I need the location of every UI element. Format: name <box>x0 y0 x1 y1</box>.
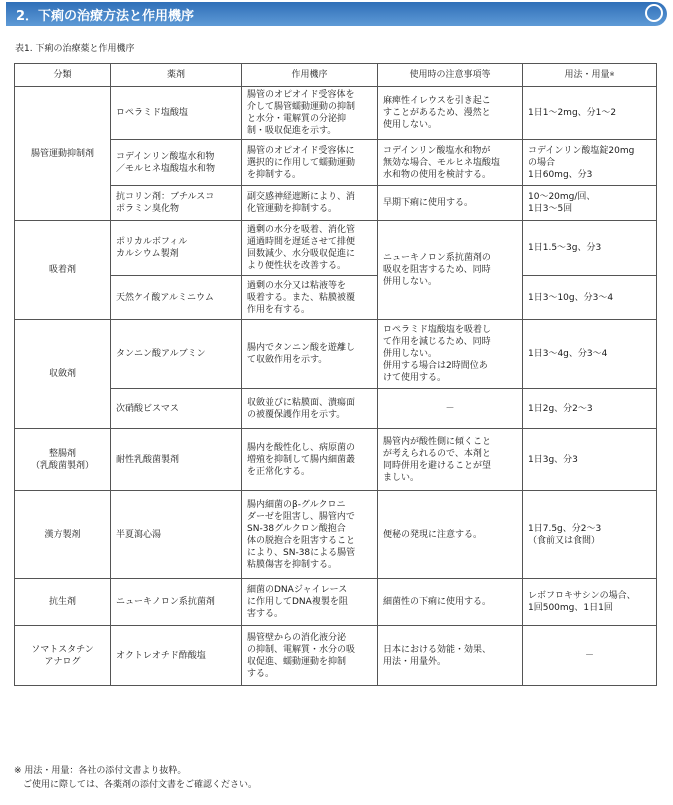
drug-cell-line: ／モルヒネ塩酸塩水和物 <box>116 163 216 174</box>
mechanism-cell <box>242 140 378 186</box>
precaution-cell <box>378 186 523 221</box>
precaution-cell-line: 用法・用量外。 <box>383 656 447 667</box>
dosage-cell-line: レボフロキサシンの場合、 <box>528 591 636 601</box>
table-row <box>15 140 657 186</box>
drug-cell-line: コデインリン酸塩水和物 <box>116 151 215 162</box>
dosage-cell <box>523 579 657 626</box>
dosage-cell <box>523 320 657 389</box>
drug-cell <box>111 579 242 626</box>
mechanism-cell-line: と水分・電解質の分泌抑 <box>247 114 347 124</box>
dosage-cell-line: （食前又は食間） <box>528 535 601 546</box>
precaution-cell-line: ましい。 <box>383 472 420 483</box>
drug-cell-line: 半夏瀉心湯 <box>116 529 162 540</box>
drug-cell <box>111 276 242 320</box>
mechanism-cell-line: 通過時間を遅延させて排便 <box>247 237 356 247</box>
drug-cell-line: オクトレオチド酢酸塩 <box>116 650 206 661</box>
category-cell-line: 吸着剤 <box>48 265 76 275</box>
dosage-cell-line: 1日1～2mg、分1～2 <box>528 108 617 118</box>
footnote <box>14 764 257 792</box>
dosage-cell <box>523 389 657 429</box>
drug-cell-line: 次硝酸ビスマス <box>116 403 179 414</box>
category-cell-line: 収斂剤 <box>48 369 76 379</box>
precaution-cell-line: 便秘の発現に注意する。 <box>383 529 483 540</box>
precaution-cell-line: 麻痺性イレウスを引き起こ <box>383 96 491 106</box>
mechanism-cell-line: 腸管のオピオイド受容体に <box>247 145 355 156</box>
precaution-cell-line: 早期下痢に使用する。 <box>383 198 474 208</box>
drug-cell-line: タンニン酸アルブミン <box>116 349 206 359</box>
drug-cell <box>111 87 242 140</box>
mechanism-cell-line: に作用してDNA複製を阻 <box>247 597 348 607</box>
drug-cell <box>111 389 242 429</box>
precaution-cell-line: が考えられるので、本剤と <box>383 448 491 459</box>
circle-ornament-icon <box>645 4 663 22</box>
drug-cell <box>111 140 242 186</box>
dosage-cell <box>523 186 657 221</box>
column-header-precaution: 使用時の注意事項等 <box>378 64 523 87</box>
mechanism-cell <box>242 221 378 276</box>
dosage-cell-line: の場合 <box>528 157 556 168</box>
drug-cell <box>111 626 242 686</box>
mechanism-cell-line: て収斂作用を示す。 <box>247 355 328 365</box>
footnote-mark: ※ <box>609 71 615 78</box>
column-header-mechanism: 作用機序 <box>242 64 378 87</box>
precaution-cell-line: すことがあるため、漫然と <box>383 108 491 118</box>
table-row <box>15 320 657 389</box>
table-header-row <box>15 64 657 87</box>
drug-cell-line: ニューキノロン系抗菌剤 <box>116 597 215 607</box>
precaution-cell-line: － <box>445 403 455 414</box>
table-row <box>15 276 657 320</box>
dosage-cell-line: 1日60mg、分3 <box>528 169 593 180</box>
precaution-cell-line: けて使用する。 <box>383 373 447 383</box>
mechanism-cell-line: 粘膜傷害を抑制する。 <box>247 559 338 570</box>
mechanism-cell-line: 収促進、蠕動運動を抑制 <box>247 656 347 667</box>
dosage-cell-line: 1日7.5g、分2～3 <box>528 523 602 534</box>
dosage-cell-line: 1日3g、分3 <box>528 454 578 465</box>
drug-cell <box>111 320 242 389</box>
table-row <box>15 87 657 140</box>
mechanism-cell-line: 過剰の水分を吸着、消化管 <box>247 225 356 235</box>
mechanism-cell <box>242 389 378 429</box>
precaution-cell-line: 吸収を阻害するため、同時 <box>383 265 491 275</box>
precaution-cell <box>378 221 523 320</box>
category-cell <box>15 221 111 320</box>
table-row <box>15 221 657 276</box>
precaution-cell-line: て作用を減じるため、同時 <box>383 337 491 347</box>
drug-cell <box>111 491 242 579</box>
mechanism-cell-line: 腸内でタンニン酸を遊離し <box>247 343 356 353</box>
mechanism-cell-line: 収斂並びに粘膜面、潰瘍面 <box>247 397 356 408</box>
dosage-cell <box>523 491 657 579</box>
drug-cell-line: カルシウム製剤 <box>116 249 179 259</box>
precaution-cell-line: 併用しない。 <box>383 277 438 287</box>
mechanism-cell-line: により、SN-38による腸管 <box>247 547 356 558</box>
mechanism-cell-line: の被覆保護作用を示す。 <box>247 409 346 420</box>
treatment-table <box>14 63 657 686</box>
footnote-line: ※ 用法・用量：各社の添付文書より抜粋。 <box>14 766 187 776</box>
drug-cell <box>111 186 242 221</box>
category-cell <box>15 320 111 429</box>
precaution-cell-line: ロペラミド塩酸塩を吸着し <box>383 325 492 335</box>
precaution-cell <box>378 320 523 389</box>
category-cell <box>15 491 111 579</box>
dosage-cell-line: 1日3～10g、分3～4 <box>528 292 614 303</box>
precaution-cell <box>378 579 523 626</box>
dosage-cell-line: 1回500mg、1日1回 <box>528 603 613 613</box>
precaution-cell-line: ニューキノロン系抗菌剤の <box>383 253 491 263</box>
mechanism-cell-line: の抑制、電解質・水分の吸 <box>247 644 356 655</box>
precaution-cell <box>378 429 523 491</box>
column-header-drug: 薬剤 <box>111 64 242 87</box>
dosage-cell-line: 1日2g、分2～3 <box>528 403 593 414</box>
mechanism-cell-line: 腸管のオピオイド受容体を <box>247 90 355 100</box>
mechanism-cell-line: 腸内細菌のβ-グルクロニ <box>247 499 346 510</box>
dosage-cell <box>523 87 657 140</box>
column-header-category: 分類 <box>15 64 111 87</box>
dosage-cell <box>523 276 657 320</box>
precaution-cell-line: 水和物の使用を検討する。 <box>383 169 492 180</box>
mechanism-cell-line: SN-38グルクロン酸抱合 <box>247 523 346 534</box>
mechanism-cell-line: 副交感神経遮断により、消 <box>247 192 356 202</box>
category-cell-line: 抗生剤 <box>48 597 76 607</box>
mechanism-cell-line: 害する。 <box>247 609 284 619</box>
mechanism-cell-line: より便性状を改善する。 <box>247 261 347 271</box>
precaution-cell <box>378 626 523 686</box>
precaution-cell <box>378 389 523 429</box>
mechanism-cell-line: 吸着する。また、粘膜被覆 <box>247 292 356 303</box>
precaution-cell-line: 無効な場合、モルヒネ塩酸塩 <box>383 157 501 168</box>
drug-cell-line: ロペラミド塩酸塩 <box>116 108 189 118</box>
category-cell-line: （乳酸菌製剤） <box>30 460 94 471</box>
mechanism-cell-line: 過剰の水分又は粘液等を <box>247 280 347 291</box>
table-row <box>15 186 657 221</box>
dosage-cell-line: コデインリン酸塩錠20mg <box>528 145 635 156</box>
mechanism-cell-line: を抑制する。 <box>247 169 302 180</box>
mechanism-cell <box>242 87 378 140</box>
dosage-cell <box>523 221 657 276</box>
mechanism-cell-line: する。 <box>247 668 275 679</box>
precaution-cell-line: 日本における効能・効果、 <box>383 644 492 655</box>
precaution-cell <box>378 87 523 140</box>
precaution-cell-line: 併用する場合は2時間位あ <box>383 361 488 371</box>
dosage-cell-line: 1日3～5回 <box>528 204 573 214</box>
category-cell-line: アナログ <box>44 656 81 667</box>
mechanism-cell <box>242 186 378 221</box>
mechanism-cell-line: 腸管壁からの消化液分泌 <box>247 632 347 643</box>
table-row <box>15 626 657 686</box>
mechanism-cell <box>242 626 378 686</box>
column-header-dosage: 用法・用量※ <box>523 64 657 87</box>
mechanism-cell-line: 細菌のDNAジャイレース <box>247 585 348 595</box>
table-caption: 表1. 下痢の治療薬と作用機序 <box>15 44 135 54</box>
drug-cell-line: 天然ケイ酸アルミニウム <box>116 292 214 303</box>
category-cell-line: ソマトスタチン <box>31 644 94 655</box>
mechanism-cell-line: 化管運動を抑制する。 <box>247 204 338 214</box>
category-cell <box>15 626 111 686</box>
dosage-cell <box>523 140 657 186</box>
category-cell-line: 腸管運動抑制剤 <box>30 148 94 159</box>
precaution-cell-line: 細菌性の下痢に使用する。 <box>383 597 492 607</box>
mechanism-cell-line: 介して腸管蠕動運動の抑制 <box>247 102 356 112</box>
mechanism-cell <box>242 491 378 579</box>
drug-cell-line: 耐性乳酸菌製剤 <box>116 454 180 465</box>
precaution-cell-line: 使用しない。 <box>383 120 438 130</box>
mechanism-cell-line: 体の脱抱合を阻害すること <box>247 535 356 546</box>
table-row <box>15 491 657 579</box>
precaution-cell-line: 腸管内が酸性側に傾くこと <box>383 436 492 447</box>
section-header-banner <box>6 2 667 26</box>
precaution-cell <box>378 140 523 186</box>
mechanism-cell-line: 回数減少、水分吸収促進に <box>247 249 356 259</box>
mechanism-cell-line: 腸内を酸性化し、病原菌の <box>247 442 356 453</box>
section-title: 2．下痢の治療方法と作用機序 <box>16 9 195 24</box>
mechanism-cell-line: ダーゼを阻害し、腸管内で <box>247 511 355 522</box>
table-body <box>15 87 657 686</box>
category-cell <box>15 429 111 491</box>
precaution-cell <box>378 491 523 579</box>
category-cell <box>15 579 111 626</box>
dosage-cell <box>523 429 657 491</box>
precaution-cell-line: コデインリン酸塩水和物が <box>383 145 491 156</box>
drug-cell-line: ポリカルボフィル <box>116 237 188 247</box>
footnote-line: ご使用に際しては、各薬剤の添付文書をご確認ください。 <box>14 780 258 790</box>
mechanism-cell <box>242 579 378 626</box>
precaution-cell-line: 併用しない。 <box>383 349 438 359</box>
mechanism-cell-line: 作用を有する。 <box>247 304 311 315</box>
mechanism-cell-line: 制・吸収促進を示す。 <box>247 126 337 136</box>
table-row <box>15 389 657 429</box>
drug-cell-line: 抗コリン剤：ブチルスコ <box>116 192 215 202</box>
precaution-cell-line: 同時併用を避けることが望 <box>383 460 492 471</box>
mechanism-cell <box>242 429 378 491</box>
mechanism-cell-line: を正常化する。 <box>247 466 311 477</box>
mechanism-cell-line: 増殖を抑制して腸内細菌叢 <box>247 454 356 465</box>
drug-cell <box>111 221 242 276</box>
drug-cell <box>111 429 242 491</box>
drug-cell-line: ポラミン臭化物 <box>116 204 180 214</box>
category-cell <box>15 87 111 221</box>
dosage-cell-line: 1日1.5～3g、分3 <box>528 243 602 253</box>
dosage-cell-line: 10～20mg/回、 <box>528 192 596 202</box>
category-cell-line: 整腸剤 <box>48 448 76 459</box>
mechanism-cell <box>242 276 378 320</box>
table-row <box>15 429 657 491</box>
table-row <box>15 579 657 626</box>
category-cell-line: 漢方製剤 <box>44 529 81 540</box>
dosage-cell-line: － <box>584 650 594 661</box>
mechanism-cell <box>242 320 378 389</box>
mechanism-cell-line: 選択的に作用して蠕動運動 <box>247 157 356 168</box>
dosage-cell-line: 1日3～4g、分3～4 <box>528 349 608 359</box>
dosage-cell <box>523 626 657 686</box>
